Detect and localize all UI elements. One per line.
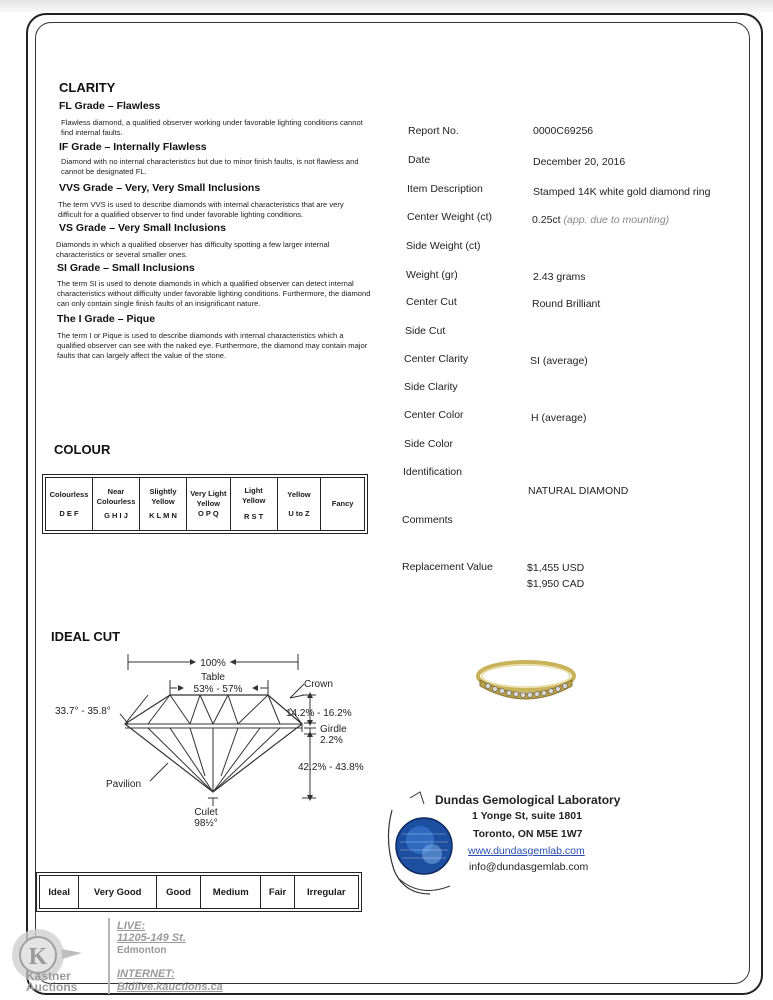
diamond-proportions-diagram <box>40 648 380 833</box>
svg-text:K: K <box>28 944 48 970</box>
report-value: Stamped 14K white gold diamond ring <box>533 186 711 198</box>
colour-cell-grades: D E F <box>59 508 79 518</box>
report-label: Center Color <box>404 409 464 421</box>
colour-cell-name: Yellow <box>287 489 311 499</box>
watermark-divider <box>108 918 110 994</box>
dim-crown-word: Crown <box>304 679 333 690</box>
cut-grade-cell: Very Good <box>79 876 157 909</box>
colour-cell-name: Fancy <box>331 499 354 508</box>
dim-pavilion-depth: 42.2% - 43.8% <box>298 762 364 773</box>
report-value-secondary: $1,950 CAD <box>527 578 585 590</box>
dim-culet-word: Culet <box>194 807 218 818</box>
cut-grade-frame <box>36 872 362 912</box>
colour-cell <box>93 478 140 531</box>
dim-girdle-value: 2.2% <box>320 735 343 746</box>
grade-title-fl: FL Grade – Flawless <box>59 100 161 112</box>
cut-grade-table <box>39 875 359 909</box>
center-weight-value: 0.25ct <box>532 214 561 226</box>
colour-cell <box>140 478 187 531</box>
watermark-live-address: 11205-149 St. <box>117 932 186 944</box>
colour-cell-grades: R S T <box>244 512 264 521</box>
dim-crown-height: 14.2% - 16.2% <box>286 708 352 719</box>
report-value <box>532 214 669 226</box>
report-label: Weight (gr) <box>406 269 458 281</box>
center-weight-note: (app. due to mounting) <box>563 214 670 226</box>
grade-title-si: SI Grade – Small Inclusions <box>57 262 195 274</box>
report-label: Date <box>408 154 431 166</box>
grade-text-si: The term SI is used to denote diamonds in which a qualified observer can detect internal characteristics without difficulty under favorable lighting conditions. Furthermore, the diamond can only contain single finish faults of an insignificant nature. <box>57 279 371 308</box>
report-value: December 20, 2016 <box>533 156 626 168</box>
lab-address-line2: Toronto, ON M5E 1W7 <box>473 828 583 840</box>
report-value: 0000C69256 <box>533 125 594 137</box>
dim-girdle-word: Girdle <box>320 724 347 735</box>
grade-title-vvs: VVS Grade – Very, Very Small Inclusions <box>59 182 261 194</box>
cut-grade-cell: Ideal <box>40 876 79 909</box>
colour-heading: COLOUR <box>54 442 111 457</box>
colour-cell-name: Slightly Yellow <box>149 487 177 506</box>
report-value: SI (average) <box>530 355 588 367</box>
cut-grade-cell: Medium <box>201 876 261 909</box>
report-label: Side Weight (ct) <box>406 240 481 252</box>
colour-cell-grades: G H I J <box>104 511 128 520</box>
lab-website-link[interactable]: www.dundasgemlab.com <box>468 845 585 857</box>
dim-width-label: 100% <box>200 658 226 669</box>
lab-email: info@dundasgemlab.com <box>469 861 589 873</box>
report-label: Side Clarity <box>404 381 458 393</box>
dim-table-range: 53% - 57% <box>193 684 243 695</box>
grade-text-vs: Diamonds in which a qualified observer has difficulty spotting a few larger internal characteristics or several smaller ones. <box>56 240 330 259</box>
dim-table-word: Table <box>201 672 225 683</box>
report-label: Replacement Value <box>402 561 493 573</box>
report-value: NATURAL DIAMOND <box>528 485 629 497</box>
colour-scale-frame <box>42 474 368 534</box>
colour-cell-grades: K L M N <box>149 511 177 520</box>
colour-cell-name: Colourless <box>49 489 89 499</box>
grade-text-vvs: The term VVS is used to describe diamonds with internal characteristics that are very difficult for a qualified observer to find under favorable lighting conditions. <box>58 200 344 219</box>
colour-scale-table <box>45 477 365 531</box>
report-label: Comments <box>402 514 453 526</box>
grade-title-i: The I Grade – Pique <box>57 313 156 325</box>
grade-title-vs: VS Grade – Very Small Inclusions <box>59 222 226 234</box>
grade-text-if: Diamond with no internal characteristics but due to minor finish faults, is not flawless and cannot be designated FL. <box>61 157 359 176</box>
report-value: Round Brilliant <box>532 298 601 310</box>
ideal-cut-heading: IDEAL CUT <box>51 629 121 644</box>
ring-photo <box>466 648 586 708</box>
watermark-live-label: LIVE: <box>117 920 146 932</box>
kastner-logo-text: Kastner Auctions <box>26 969 78 994</box>
report-label: Center Clarity <box>404 353 469 365</box>
report-label: Center Cut <box>406 296 457 308</box>
colour-cell <box>230 478 277 531</box>
report-value: H (average) <box>531 412 587 424</box>
report-value: $1,455 USD <box>527 562 585 574</box>
report-label: Report No. <box>408 125 459 137</box>
report-label: Identification <box>403 466 462 478</box>
watermark-internet-url[interactable]: Bidlive.kauctions.ca <box>117 981 223 993</box>
grade-title-if: IF Grade – Internally Flawless <box>59 141 207 153</box>
lab-address-line1: 1 Yonge St, suite 1801 <box>472 810 582 822</box>
watermark-internet-label: INTERNET: <box>117 968 175 980</box>
colour-cell <box>321 478 365 531</box>
colour-cell <box>277 478 321 531</box>
colour-cell <box>46 478 93 531</box>
dim-pavilion-word: Pavilion <box>106 779 142 790</box>
dim-culet-value: 98½° <box>194 818 218 829</box>
watermark-live-city: Edmonton <box>117 945 167 956</box>
lab-name: Dundas Gemological Laboratory <box>435 793 621 807</box>
grade-text-i: The term I or Pique is used to describe diamonds with internal characteristics which a qualified observer can see with the naked eye. Furthermore, the diamond may contain major faults that can largely affect the value of the stone. <box>57 331 368 360</box>
report-value: 2.43 grams <box>533 271 586 283</box>
cut-grade-cell: Fair <box>261 876 294 909</box>
cut-grade-cell: Irregular <box>294 876 358 909</box>
scan-edge <box>0 0 773 12</box>
dim-crown-angle: 33.7° - 35.8° <box>55 706 111 717</box>
report-label: Side Cut <box>405 325 446 337</box>
colour-cell-name: Light Yellow <box>241 486 266 505</box>
colour-cell-grades: U to Z <box>288 508 310 518</box>
grade-text-fl: Flawless diamond, a qualified observer working under favorable lighting conditions cannot find internal faults. <box>61 118 363 137</box>
kastner-auctions-logo <box>6 923 106 993</box>
report-label: Center Weight (ct) <box>407 211 492 223</box>
colour-cell <box>187 478 231 531</box>
cut-grade-cell: Good <box>156 876 200 909</box>
report-label: Item Description <box>407 183 483 195</box>
report-label: Side Color <box>404 438 454 450</box>
colour-cell-name: Near Colourless <box>96 487 136 506</box>
colour-cell-grades: O P Q <box>197 509 219 518</box>
colour-cell-name: Very Light Yellow <box>190 489 227 508</box>
clarity-heading: CLARITY <box>59 80 116 95</box>
